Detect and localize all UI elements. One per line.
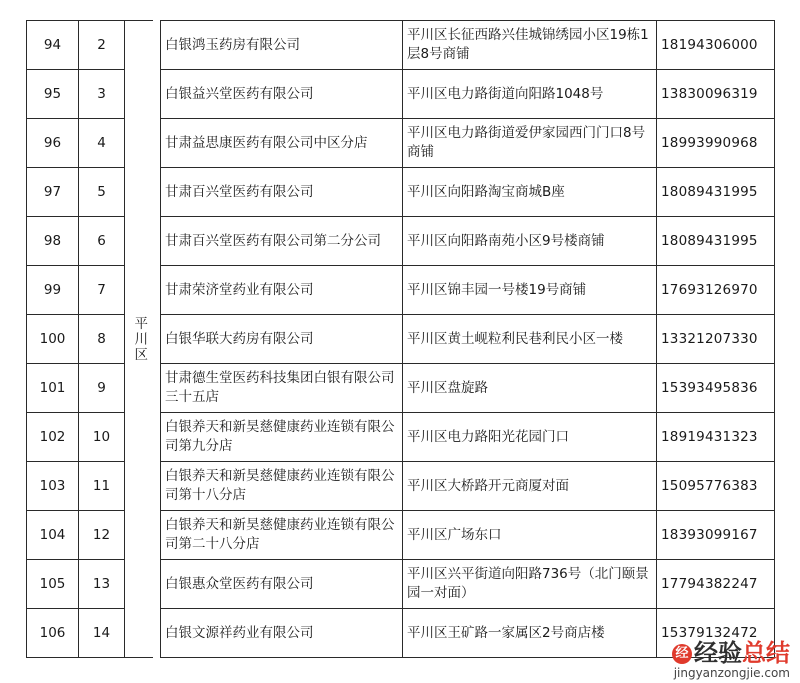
table-row bbox=[27, 21, 775, 70]
address-cell: 平川区锦丰园一号楼19号商铺 bbox=[403, 266, 657, 315]
pharmacy-table bbox=[26, 20, 775, 658]
phone-cell: 17794382247 bbox=[657, 560, 775, 609]
row-seq-cell: 96 bbox=[27, 119, 79, 168]
address-cell: 平川区大桥路开元商厦对面 bbox=[403, 462, 657, 511]
phone-cell: 15393495836 bbox=[657, 364, 775, 413]
pharmacy-name-cell: 白银益兴堂医药有限公司 bbox=[161, 70, 403, 119]
pharmacy-name-cell: 白银华联大药房有限公司 bbox=[161, 315, 403, 364]
row-seq-cell: 98 bbox=[27, 217, 79, 266]
phone-cell: 15095776383 bbox=[657, 462, 775, 511]
pharmacy-name-cell: 白银鸿玉药房有限公司 bbox=[161, 21, 403, 70]
phone-cell: 15379132472 bbox=[657, 609, 775, 658]
phone-cell: 13830096319 bbox=[657, 70, 775, 119]
row-seq-cell: 95 bbox=[27, 70, 79, 119]
row-number-cell: 7 bbox=[79, 266, 125, 315]
address-cell: 平川区盘旋路 bbox=[403, 364, 657, 413]
row-number-cell: 2 bbox=[79, 21, 125, 70]
pharmacy-name-cell: 白银文源祥药业有限公司 bbox=[161, 609, 403, 658]
address-cell: 平川区长征西路兴佳城锦绣园小区19栋1层8号商铺 bbox=[403, 21, 657, 70]
phone-cell: 18089431995 bbox=[657, 217, 775, 266]
row-seq-cell: 97 bbox=[27, 168, 79, 217]
phone-cell: 18089431995 bbox=[657, 168, 775, 217]
row-number-cell: 3 bbox=[79, 70, 125, 119]
watermark-badge-icon: 经 bbox=[672, 644, 692, 664]
row-seq-cell: 103 bbox=[27, 462, 79, 511]
row-seq-cell: 106 bbox=[27, 609, 79, 658]
phone-cell: 13321207330 bbox=[657, 315, 775, 364]
pharmacy-name-cell: 甘肃百兴堂医药有限公司 bbox=[161, 168, 403, 217]
pharmacy-name-cell: 甘肃益思康医药有限公司中区分店 bbox=[161, 119, 403, 168]
row-seq-cell: 94 bbox=[27, 21, 79, 70]
row-number-cell: 13 bbox=[79, 560, 125, 609]
pharmacy-name-cell: 白银养天和新昊慈健康药业连锁有限公司第二十八分店 bbox=[161, 511, 403, 560]
row-number-cell: 14 bbox=[79, 609, 125, 658]
district-gap-cell bbox=[153, 21, 161, 658]
district-cell: 平川区 bbox=[125, 21, 153, 658]
row-seq-cell: 100 bbox=[27, 315, 79, 364]
address-cell: 平川区电力路阳光花园门口 bbox=[403, 413, 657, 462]
address-cell: 平川区广场东口 bbox=[403, 511, 657, 560]
phone-cell: 18194306000 bbox=[657, 21, 775, 70]
row-seq-cell: 101 bbox=[27, 364, 79, 413]
row-number-cell: 6 bbox=[79, 217, 125, 266]
address-cell: 平川区兴平街道向阳路736号（北门颐景园一对面） bbox=[403, 560, 657, 609]
phone-cell: 18393099167 bbox=[657, 511, 775, 560]
address-cell: 平川区向阳路南苑小区9号楼商铺 bbox=[403, 217, 657, 266]
row-number-cell: 9 bbox=[79, 364, 125, 413]
address-cell: 平川区黄土岘粒利民巷利民小区一楼 bbox=[403, 315, 657, 364]
pharmacy-name-cell: 甘肃百兴堂医药有限公司第二分公司 bbox=[161, 217, 403, 266]
site-watermark bbox=[672, 641, 790, 679]
pharmacy-name-cell: 甘肃荣济堂药业有限公司 bbox=[161, 266, 403, 315]
row-seq-cell: 99 bbox=[27, 266, 79, 315]
watermark-text-right: 总结 bbox=[742, 639, 790, 667]
row-number-cell: 11 bbox=[79, 462, 125, 511]
address-cell: 平川区电力路街道爱伊家园西门门口8号商铺 bbox=[403, 119, 657, 168]
address-cell: 平川区王矿路一家属区2号商店楼 bbox=[403, 609, 657, 658]
row-number-cell: 5 bbox=[79, 168, 125, 217]
row-number-cell: 8 bbox=[79, 315, 125, 364]
row-seq-cell: 102 bbox=[27, 413, 79, 462]
watermark-url: jingyanzongjie.com bbox=[673, 666, 790, 680]
row-number-cell: 4 bbox=[79, 119, 125, 168]
pharmacy-name-cell: 白银养天和新昊慈健康药业连锁有限公司第九分店 bbox=[161, 413, 403, 462]
phone-cell: 18919431323 bbox=[657, 413, 775, 462]
pharmacy-name-cell: 白银惠众堂医药有限公司 bbox=[161, 560, 403, 609]
address-cell: 平川区电力路街道向阳路1048号 bbox=[403, 70, 657, 119]
address-cell: 平川区向阳路淘宝商城B座 bbox=[403, 168, 657, 217]
pharmacy-name-cell: 甘肃德生堂医药科技集团白银有限公司三十五店 bbox=[161, 364, 403, 413]
row-seq-cell: 105 bbox=[27, 560, 79, 609]
pharmacy-name-cell: 白银养天和新昊慈健康药业连锁有限公司第十八分店 bbox=[161, 462, 403, 511]
row-number-cell: 12 bbox=[79, 511, 125, 560]
phone-cell: 18993990968 bbox=[657, 119, 775, 168]
row-number-cell: 10 bbox=[79, 413, 125, 462]
watermark-text-left: 经验 bbox=[694, 639, 742, 667]
phone-cell: 17693126970 bbox=[657, 266, 775, 315]
row-seq-cell: 104 bbox=[27, 511, 79, 560]
